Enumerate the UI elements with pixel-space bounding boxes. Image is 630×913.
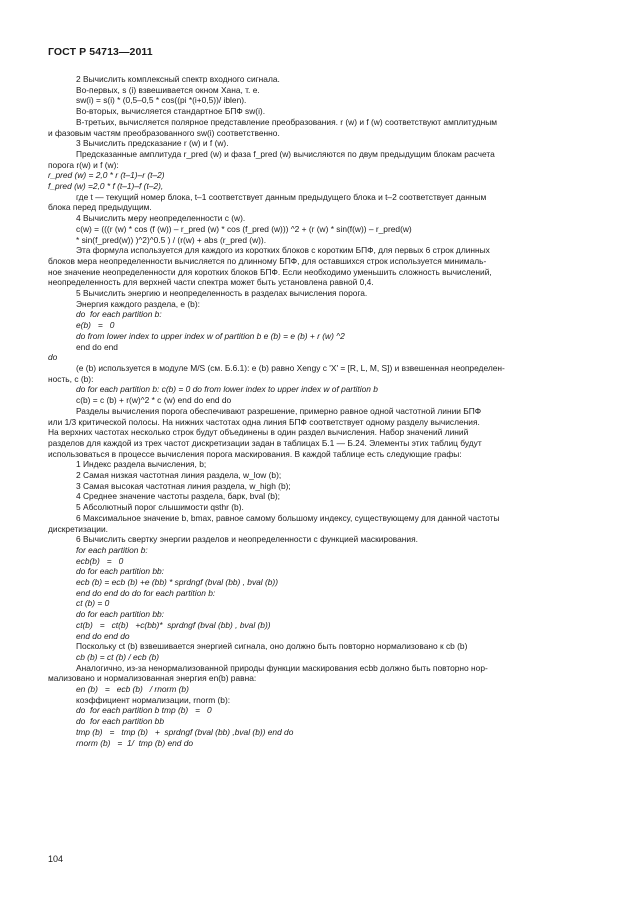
text-line: do for each partition b: c(b) = 0 do from lower index to upper index w of partition b: [76, 384, 378, 395]
text-line: * sin(f_pred(w)) )^2)^0.5 ) / (r(w) + abs (r_pred (w)).: [76, 234, 267, 245]
text-line: end do end do: [76, 630, 130, 641]
text-line: использоваться в процессе вычисления порога маскирования. В каждой таблице есть следующие графы:: [48, 448, 462, 459]
text-line: ность, c (b):: [48, 373, 94, 384]
text-line: f_pred (w) =2,0 * f (t–1)–f (t–2),: [48, 181, 164, 192]
text-line: ct (b) = 0: [76, 598, 110, 609]
text-line: 5 Вычислить энергию и неопределенность в разделах вычисления порога.: [76, 288, 368, 299]
text-line: end do end: [76, 341, 118, 352]
text-line: Во-вторых, вычисляется стандартное БПФ sw(i).: [76, 106, 266, 117]
text-line: do for each partition bb:: [76, 566, 164, 577]
text-line: ct(b) = ct(b) +c(bb)* sprdngf (bval (bb) , bval (b)): [76, 619, 271, 630]
text-line: 4 Среднее значение частоты раздела, барк, bval (b);: [76, 491, 281, 502]
text-line: tmp (b) = tmp (b) + sprdngf (bval (bb) ,bval (b)) end do: [76, 726, 294, 737]
text-line: блоков мера неопределенности вычисляется по длинному БПФ, для оставшихся строк используется минималь-: [48, 255, 487, 266]
text-line: end do end do do for each partition b:: [76, 587, 216, 598]
text-line: мализовано и нормализованная энергия en(b) равна:: [48, 673, 257, 684]
document-body: [48, 74, 583, 748]
text-line: r_pred (w) = 2,0 * r (t–1)–r (t–2): [48, 170, 165, 181]
text-line: do for each partition b:: [76, 309, 162, 320]
text-line: Во-первых, s (i) взвешивается окном Хана, т. е.: [76, 84, 260, 95]
text-line: или 1/3 критической полосы. На нижних частотах одна линия БПФ соответствует одному разделу вычисления.: [48, 416, 480, 427]
text-line: Предсказанные амплитуда r_pred (w) и фаза f_pred (w) вычисляются по двум предыдущим блокам расчета: [76, 148, 495, 159]
text-line: дискретизации.: [48, 523, 108, 534]
page-number: 104: [48, 854, 64, 864]
text-line: cb (b) = ct (b) / ecb (b): [76, 651, 160, 662]
text-line: ecb(b) = 0: [76, 555, 124, 566]
text-line: 5 Абсолютный порог слышимости qsthr (b).: [76, 502, 244, 513]
text-line: for each partition b:: [76, 544, 148, 555]
text-line: В-третьих, вычисляется полярное представление преобразования. r (w) и f (w) соответствуют амплитудным: [76, 116, 498, 127]
text-line: Поскольку ct (b) взвешивается энергией сигнала, оно должно быть повторно нормализовано к cb (b): [76, 641, 468, 652]
text-line: rnorm (b) = 1/ tmp (b) end do: [76, 737, 194, 748]
text-line: Разделы вычисления порога обеспечивают разрешение, примерно равное одной частотной линии БПФ: [76, 405, 482, 416]
text-line: Энергия каждого раздела, e (b):: [76, 298, 200, 309]
text-line: Эта формула используется для каждого из коротких блоков с коротким БПФ, для первых 6 строк длинных: [76, 245, 490, 256]
text-line: порога r(w) и f (w):: [48, 159, 119, 170]
text-line: 3 Вычислить предсказание r (w) и f (w).: [76, 138, 229, 149]
text-line: do for each partition bb: [76, 716, 164, 727]
text-line: e(b) = 0: [76, 320, 115, 331]
text-line: Аналогично, из-за ненормализованной природы функции маскирования ecbb должно быть повторно нор-: [76, 662, 488, 673]
text-line: 1 Индекс раздела вычисления, b;: [76, 459, 207, 470]
text-line: do for each partition b tmp (b) = 0: [76, 705, 212, 716]
text-line: 6 Максимальное значение b, bmax, равное самому большому индексу, существующему для данной частоты: [76, 512, 500, 523]
text-line: коэффициент нормализации, rnorm (b):: [76, 694, 231, 705]
document-header: ГОСТ Р 54713—2011: [48, 46, 153, 58]
text-line: do: [48, 352, 58, 363]
text-line: c(b) = c (b) + r(w)^2 * c (w) end do end do: [76, 395, 232, 406]
text-line: 2 Вычислить комплексный спектр входного сигнала.: [76, 74, 280, 84]
text-line: разделов для каждой из трех частот дискретизации задан в таблицах Б.1 — Б.24. Элементы этих таблиц будут: [48, 437, 482, 448]
text-line: 4 Вычислить меру неопределенности c (w).: [76, 213, 246, 224]
text-line: do from lower index to upper index w of partition b e (b) = e (b) + r (w) ^2: [76, 330, 345, 341]
text-line: en (b) = ecb (b) / rnorm (b): [76, 684, 189, 695]
text-line: На верхних частотах несколько строк будут объединены в один раздел вычисления. Набор значений линий: [48, 427, 469, 438]
text-line: где t — текущий номер блока, t–1 соответствует данным предыдущего блока и t–2 соответствует данным: [76, 191, 487, 202]
text-line: блока перед предыдущим.: [48, 202, 152, 213]
text-line: c(w) = (((r (w) * cos (f (w)) – r_pred (w) * cos (f_pred (w))) ^2 + (r (w) * sin(f(w)) – r_pred(w): [76, 223, 412, 234]
text-line: sw(i) = s(i) * (0,5–0,5 * cos((pi *(i+0,5))/ iblen).: [76, 95, 247, 106]
text-line: ное значение неопределенности для коротких блоков БПФ. Если необходимо уменьшить сложность вычислений,: [48, 266, 492, 277]
text-line: 2 Самая низкая частотная линия раздела, w_low (b);: [76, 470, 282, 481]
text-line: 6 Вычислить свертку энергии разделов и неопределенности с функцией маскирования.: [76, 534, 418, 545]
text-line: неопределенность для верхней части спектра может быть установлена равной 0,4.: [48, 277, 374, 288]
text-line: do for each partition bb:: [76, 609, 164, 620]
text-line: 3 Самая высокая частотная линия раздела, w_high (b);: [76, 480, 291, 491]
text-line: ecb (b) = ecb (b) +e (bb) * sprdngf (bval (bb) , bval (b)): [76, 577, 279, 588]
text-line: и фазовым частям преобразованного sw(i) соответственно.: [48, 127, 280, 138]
text-line: (e (b) используется в модуле M/S (см. Б.6.1): e (b) равно Xengy с 'X' = [R, L, M, S]) и взвешенная неопределен-: [76, 362, 505, 373]
